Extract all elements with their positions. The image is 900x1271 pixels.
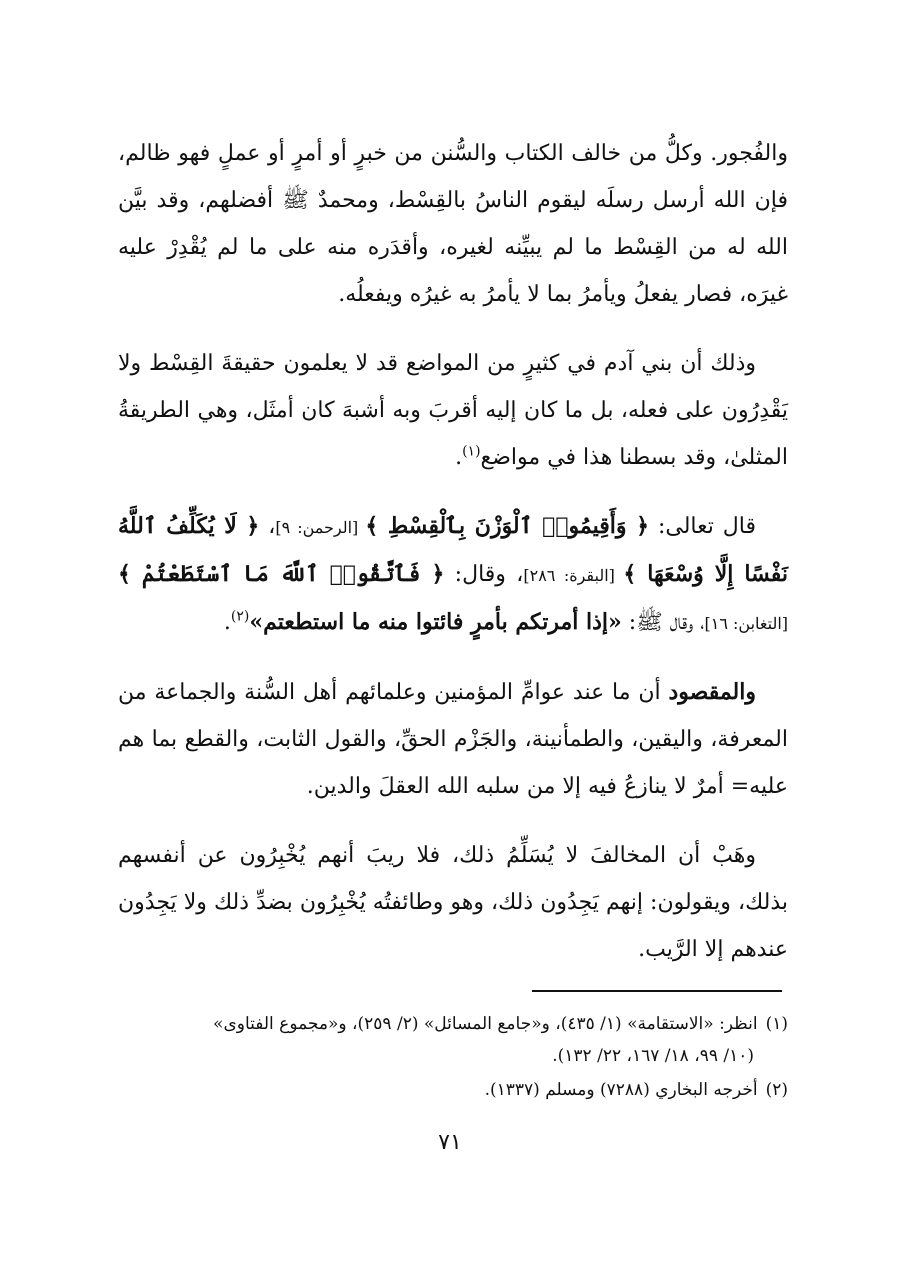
separator-1: ، xyxy=(259,514,276,539)
verse-ref-1: [الرحمن: ٩] xyxy=(275,518,366,537)
footnote-2 xyxy=(118,1074,788,1106)
footnotes xyxy=(118,1008,788,1108)
verse-ref-3: [التغابن: ١٦] xyxy=(704,614,788,633)
paragraph-4-lead: والمقصود xyxy=(668,679,756,705)
footnote-2-number: (٢) xyxy=(765,1080,788,1100)
footnote-ref-1[interactable]: (١) xyxy=(462,443,481,460)
verse-ref-2: [البقرة: ٢٨٦] xyxy=(523,566,624,585)
paragraph-5-text: وهَبْ أن المخالفَ لا يُسَلِّمُ ذلك، فلا ريبَ أنهم يُخْبِرُون عن أنفسهم بذلك، ويقولون: إنهم يَجِدُون ذلك، وهو وطائفتُه يُخْبِرُون بضدِّ ذلك ولا يَجِدُون عندهم إلا الرَّيب. xyxy=(118,843,788,962)
quran-verse-3: ﴿ فَٱتَّقُوا۟ ٱللَّهَ مَا ٱسْتَطَعْتُمْ ﴾ xyxy=(118,561,445,587)
paragraph-3-end: . xyxy=(223,610,231,635)
paragraph-3-said: ، وقال ﷺ: xyxy=(621,610,705,635)
footnote-1-number: (١) xyxy=(765,1014,788,1034)
footnote-1-line-2: (١٠/ ٩٩، ١٨/ ١٦٧، ٢٢/ ١٣٢). xyxy=(552,1046,754,1066)
footnote-divider xyxy=(532,990,782,992)
paragraph-1 xyxy=(118,130,788,318)
quran-verse-2: ﴿ لَا يُكَلِّفُ ٱللَّهُ نَفْسًا إِلَّا وُسْعَهَا ﴾ xyxy=(118,513,788,587)
footnote-ref-2[interactable]: (٢) xyxy=(230,608,250,625)
paragraph-5 xyxy=(118,832,788,973)
paragraph-4 xyxy=(118,669,788,810)
paragraph-2-end: . xyxy=(455,445,463,470)
paragraph-2 xyxy=(118,340,788,481)
quran-verse-1: ﴿ وَأَقِيمُوا۟ ٱلْوَزْنَ بِٱلْقِسْطِ ﴾ xyxy=(365,513,650,539)
footnote-1 xyxy=(118,1008,788,1072)
hadith-quote: «إذا أمرتكم بأمرٍ فائتوا منه ما استطعتم» xyxy=(249,609,622,635)
main-text xyxy=(118,130,788,995)
page-number: ٧١ xyxy=(438,1130,462,1155)
paragraph-2-text: وذلك أن بني آدم في كثيرٍ من المواضع قد لا يعلمون حقيقةَ القِسْط ولا يَقْدِرُون على فعله، بل ما كان إليه أقربَ وبه أشبهَ كان أمثَل، وهي الطريقةُ المثلىٰ، وقد بسطنا هذا في مواضع xyxy=(118,351,788,470)
footnote-1-line-1: انظر: «الاستقامة» (١/ ٤٣٥)، و«جامع المسائل» (٢/ ٢٥٩)، و«مجموع الفتاوى» xyxy=(213,1014,758,1034)
paragraph-1-text: والفُجور. وكلُّ من خالف الكتاب والسُّنن من خبرٍ أو أمرٍ أو عملٍ فهو ظالم، فإن الله أرسل رسلَه ليقوم الناسُ بالقِسْط، ومحمدٌ ﷺ أفضلهم، وقد بيَّن الله له من القِسْط ما لم يبيِّنه لغيره، وأقدَره منه على ما لم يُقْدِرْ عليه غيرَه، فصار يفعلُ ويأمرُ بما لا يأمرُ به غيرُه ويفعلُه. xyxy=(118,141,788,307)
paragraph-3-mid: ، وقال: xyxy=(444,562,524,587)
paragraph-3 xyxy=(118,503,788,647)
paragraph-4-text: أن ما عند عوامِّ المؤمنين وعلمائهم أهل السُّنة والجماعة من المعرفة، واليقين، والطمأنينة، والجَزْم الحقِّ، والقول الثابت، والقطع بما هم عليه= أمرٌ لا ينازعُ فيه إلا من سلبه الله العقلَ والدين. xyxy=(118,680,788,799)
footnote-2-line-1: أخرجه البخاري (٧٢٨٨) ومسلم (١٣٣٧). xyxy=(484,1080,758,1100)
paragraph-3-intro: قال تعالى: xyxy=(649,514,756,539)
